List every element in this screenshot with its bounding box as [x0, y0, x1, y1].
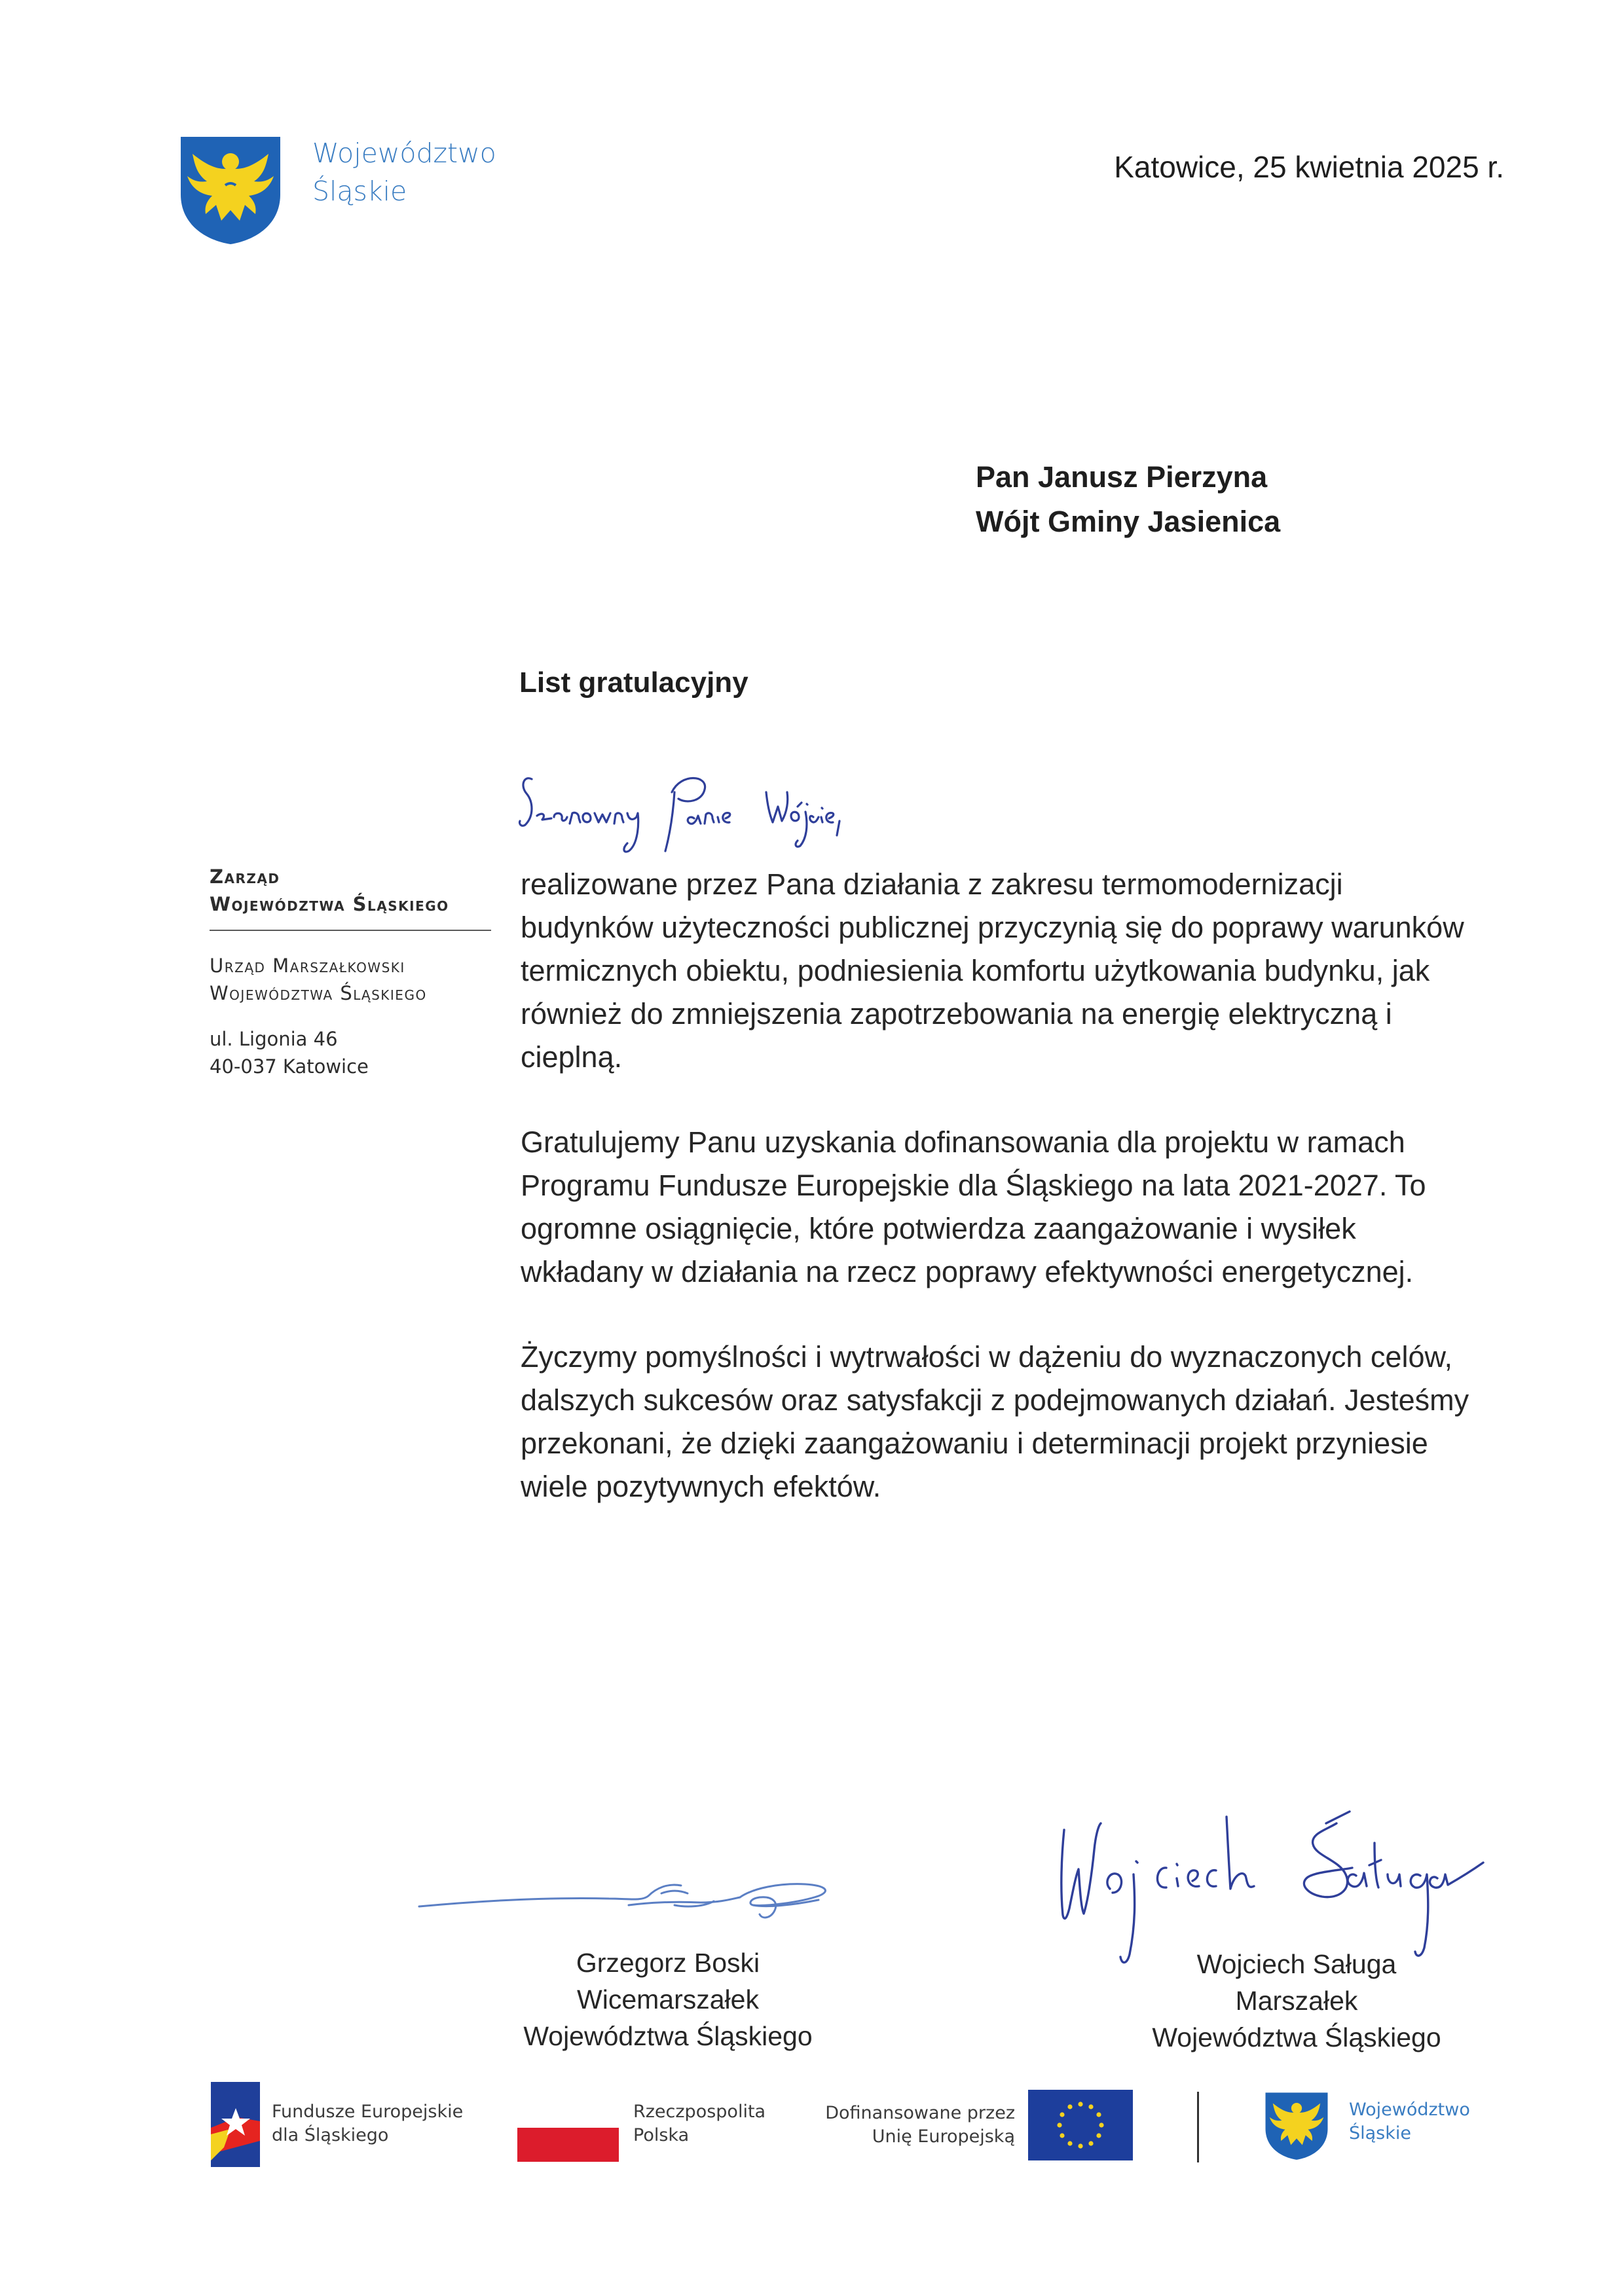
eu-flag-icon	[1028, 2090, 1133, 2160]
letter-paragraph-3: Życzymy pomyślności i wytrwałości w dążeniu do wyznaczonych celów, dalszych sukcesów oraz satysfakcji z podejmowanych działań. Jesteśmy przekonani, że dzięki zaangażowaniu i determinacji projekt przyniesie wiele pozytywnych efektów.	[521, 1340, 1469, 1503]
signatory-left	[498, 1944, 838, 2054]
letter-body	[521, 863, 1483, 1550]
fe-logo-icon	[211, 2082, 260, 2167]
recipient-name: Pan Janusz Pierzyna	[976, 460, 1268, 494]
signatory-right-role: Marszałek	[1235, 1986, 1358, 2016]
letter-paragraph-1: realizowane przez Pana działania z zakresu termomodernizacji budynków użyteczności publicznej przyczynią się do poprawy warunków termicznych obiektu, podniesienia komfortu użytkowania budynku, jak również do zmniejszenia zapotrzebowania na energię elektryczną i cieplną.	[521, 867, 1464, 1074]
sidebar-org-line-1: Zarząd	[210, 866, 280, 888]
polish-flag-icon	[517, 2128, 619, 2162]
brand-name	[312, 134, 496, 210]
sidebar-divider	[210, 930, 491, 931]
silesian-eagle-shield-icon	[1264, 2090, 1329, 2162]
sidebar-office-line-2: Województwa Śląskiego	[210, 982, 427, 1004]
signatory-right-name: Wojciech Saługa	[1196, 1949, 1397, 1979]
ws-label-line-2: Śląskie	[1349, 2123, 1412, 2143]
eu-label-line-1: Dofinansowane przez	[825, 2103, 1015, 2123]
sidebar-street: ul. Ligonia 46	[210, 1028, 338, 1050]
signatory-right	[1107, 1946, 1486, 2056]
fe-label-line-2: dla Śląskiego	[272, 2125, 389, 2145]
ws-label-line-1: Województwo	[1349, 2100, 1470, 2120]
eu-label-line-2: Unię Europejską	[872, 2126, 1015, 2147]
pl-label-line-1: Rzeczpospolita	[633, 2102, 766, 2122]
pl-label-line-2: Polska	[633, 2125, 690, 2145]
signature-boski	[413, 1859, 851, 1931]
signatory-left-org: Województwa Śląskiego	[523, 2021, 813, 2051]
sidebar-org-line-2: Województwa Śląskiego	[210, 893, 449, 915]
sender-sidebar	[210, 863, 485, 1080]
letter-date: Katowice, 25 kwietnia 2025 r.	[1114, 150, 1504, 184]
letter-title: List gratulacyjny	[519, 666, 748, 699]
footer-divider	[1197, 2092, 1199, 2162]
letter-paragraph-2: Gratulujemy Panu uzyskania dofinansowania dla projektu w ramach Programu Fundusze Europejskie dla Śląskiego na lata 2021-2027. To ogromne osiągnięcie, które potwierdza zaangażowanie i wysiłek wkładany w działania na rzecz poprawy efektywności energetycznej.	[521, 1125, 1426, 1288]
silesian-eagle-shield-icon	[178, 134, 283, 246]
sidebar-office-line-1: Urząd Marszałkowski	[210, 955, 405, 977]
fe-label-line-1: Fundusze Europejskie	[272, 2102, 464, 2122]
brand-line-1: Województwo	[312, 137, 496, 169]
signatory-left-role: Wicemarszałek	[577, 1984, 759, 2014]
fe-label	[272, 2100, 463, 2147]
funding-footer	[0, 2082, 1624, 2174]
ws-label	[1349, 2098, 1470, 2145]
handwritten-salutation	[517, 753, 976, 864]
brand-line-2: Śląskie	[312, 175, 407, 207]
recipient-title: Wójt Gminy Jasienica	[976, 505, 1281, 538]
pl-label	[633, 2100, 766, 2147]
signatory-left-name: Grzegorz Boski	[576, 1948, 760, 1978]
sidebar-city: 40-037 Katowice	[210, 1055, 369, 1078]
recipient-block	[976, 455, 1280, 544]
eu-label	[766, 2102, 1015, 2149]
signatory-right-org: Województwa Śląskiego	[1152, 2022, 1441, 2052]
